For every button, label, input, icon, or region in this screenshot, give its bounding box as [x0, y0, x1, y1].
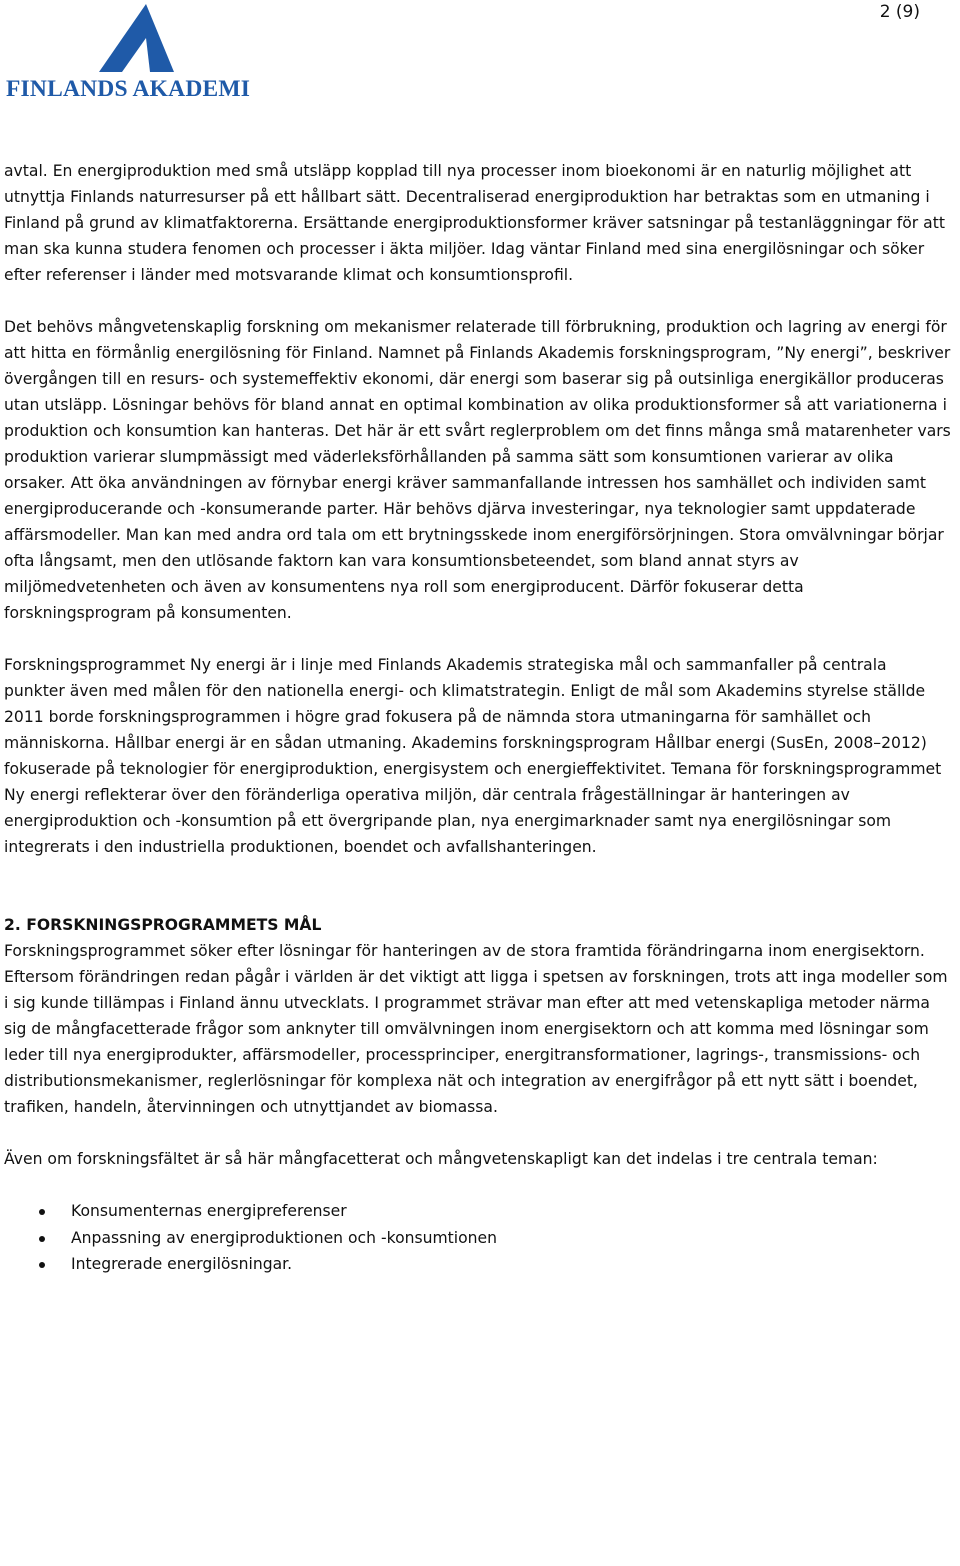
finlands-akademi-logo [6, 4, 268, 104]
bullet-icon [39, 1236, 45, 1242]
logo-triangle-icon [6, 4, 268, 76]
page-number: 2 (9) [879, 2, 920, 22]
bullet-icon [39, 1262, 45, 1268]
paragraph-themes-intro: Även om forskningsfältet är så här mångfacetterat och mångvetenskapligt kan det indelas i tre centrala teman: [4, 1150, 878, 1168]
themes-list [4, 1198, 952, 1278]
bullet-icon [39, 1209, 45, 1215]
paragraph-strategy: Forskningsprogrammet Ny energi är i linje med Finlands Akademis strategiska mål och sammanfaller på centrala punkter även med målen för den nationella energi- och klimatstrategin. Enligt de mål som Akademins styrelse ställde 2011 borde forskningsprogrammen i högre grad fokusera på de nämnda stora utmaningarna för samhället och människorna. Hållbar energi är en sådan utmaning. Akademins forskningsprogram Hållbar energi (SusEn, 2008–2012) fokuserade på teknologier för energiproduktion, energisystem och energieffektivitet. Temana för forskningsprogrammet Ny energi reflekterar över den föränderliga operativa miljön, där centrala frågeställningar är hanteringen av energiproduktion och -konsumtion på ett övergripande plan, nya energimarknader samt nya energilösningar som integrerats i den industriella produktionen, boendet och avfallshanteringen. [4, 656, 942, 856]
list-item [4, 1225, 952, 1252]
paragraph-research-need: Det behövs mångvetenskaplig forskning om mekanismer relaterade till förbrukning, produktion och lagring av energi för att hitta en förmånlig energilösning för Finland. Namnet på Finlands Akademis forskningsprogram, ”Ny energi”, beskriver övergången till en resurs- och systemeffektiv ekonomi, där energi som baserar sig på outsinliga energikällor produceras utan utsläpp. Lösningar behövs för bland annat en optimal kombination av olika produktionsformer så att variationerna i produktion och konsumtion kan hanteras. Det här är ett svårt reglerproblem om det finns många små matarenheter vars produktion varierar slumpmässigt med väderleksförhållanden på samma sätt som konsumtionen varierar av olika orsaker. Att öka användningen av förnybar energi kräver sammanfallande intressen hos samhället och individen samt energiproducerande och -konsumerande parter. Här behövs djärva investeringar, nya teknologier samt uppdaterade affärsmodeller. Man kan med andra ord tala om ett brytningsskede inom energiförsörjningen. Stora omvälvningar börjar ofta långsamt, men den utlösande faktorn kan vara konsumtionsbeteendet, som bland annat styrs av miljömedvetenheten och även av konsumentens nya roll som energiproducent. Därför fokuserar detta forskningsprogram på konsumenten. [4, 318, 951, 622]
section-heading: 2. FORSKNINGSPROGRAMMETS MÅL [4, 916, 322, 934]
document-body [4, 158, 952, 1278]
list-item-label: Anpassning av energiproduktionen och -konsumtionen [71, 1228, 498, 1247]
logo-wordmark: FINLANDS AKADEMI [6, 76, 251, 102]
paragraph-intro: avtal. En energiproduktion med små utsläpp kopplad till nya processer inom bioekonomi är en naturlig möjlighet att utnyttja Finlands naturresurser på ett hållbart sätt. Decentraliserad energiproduktion har betraktas som en utmaning i Finland på grund av klimatfaktorerna. Ersättande energiproduktionsformer kräver satsningar på testanläggningar för att man ska kunna studera fenomen och processer i äkta miljöer. Idag väntar Finland med sina energilösningar och söker efter referenser i länder med motsvarande klimat och konsumtionsprofil. [4, 162, 945, 284]
list-item-label: Konsumenternas energipreferenser [71, 1202, 347, 1220]
list-item-label: Integrerade energilösningar. [71, 1255, 293, 1273]
paragraph-goals: Forskningsprogrammet söker efter lösningar för hanteringen av de stora framtida förändringarna inom energisektorn. Eftersom förändringen redan pågår i världen är det viktigt att ligga i spetsen av forskningen, trots att inga modeller som i sig kunde tillämpas i Finland ännu utvecklats. I programmet strävar man efter att med vetenskapliga metoder närma sig de mångfacetterade frågor som anknyter till omvälvningen inom energisektorn och att komma med lösningar som leder till nya energiprodukter, affärsmodeller, processprinciper, energitransformationer, lagrings-, transmissions- och distributionsmekanismer, reglerlösningar för komplexa nät och integration av energifrågor på ett nytt sätt i boendet, trafiken, handeln, återvinningen och utnyttjandet av biomassa. [4, 942, 948, 1116]
list-item [4, 1251, 952, 1278]
list-item [4, 1198, 952, 1225]
